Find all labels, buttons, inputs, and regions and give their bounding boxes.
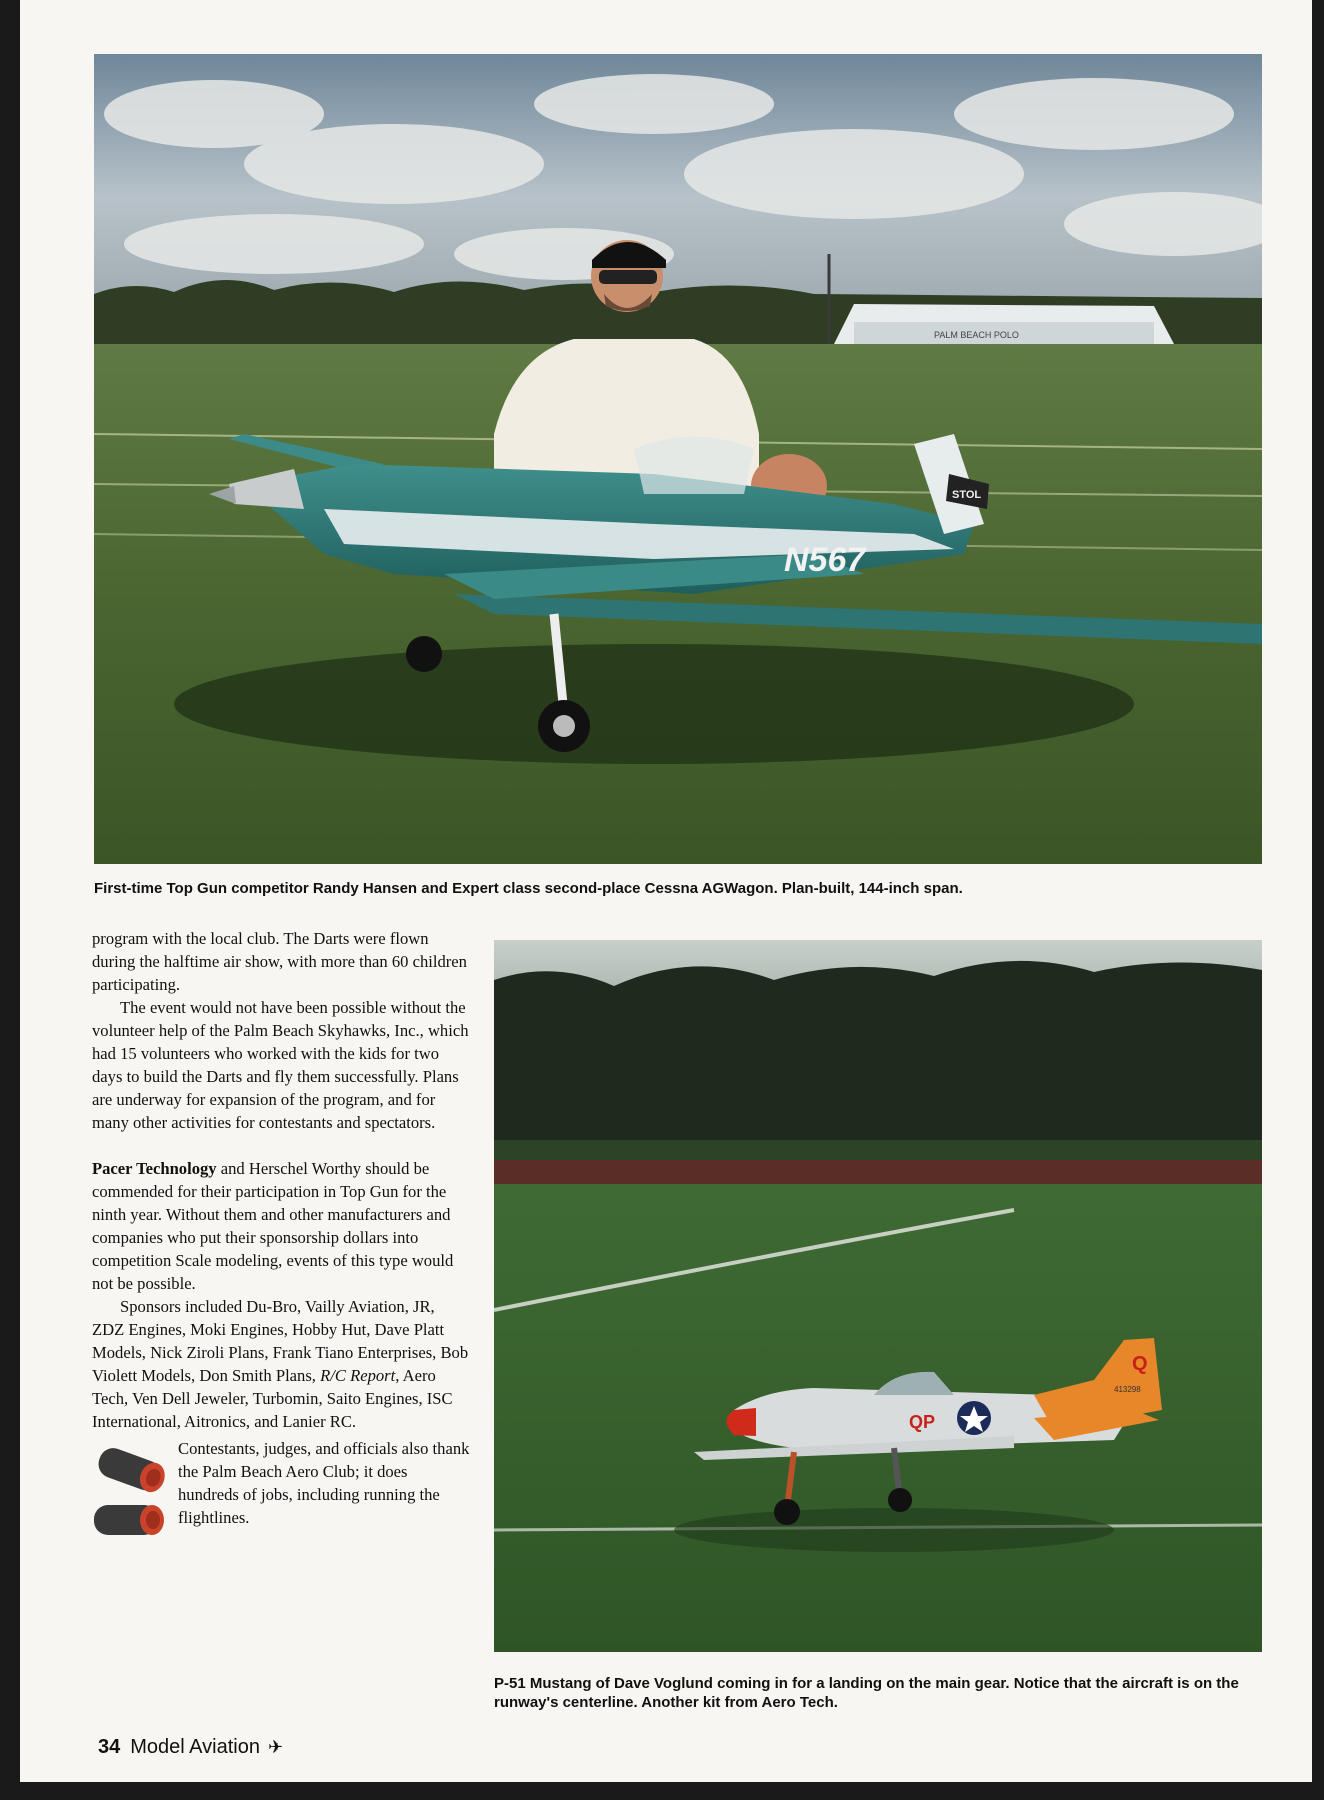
sponsors-rc-report: R/C Report bbox=[320, 1366, 396, 1385]
sponsors-text-a: Sponsors included Du-Bro, Vailly Aviation, JR, ZDZ Engines, Moki Engines, Hobby Hut, Dave Platt Models, Nick Ziroli Plans, Frank Tiano Enterprises, Bob Violett Models, Don Smith Plans, bbox=[92, 1297, 469, 1385]
pacer-text: and Herschel Worthy should be commended for their participation in Top Gun for the ninth year. Without them and other manufacturers and companies who put their sponsorship dollars into competition Scale modeling, events of this type would not be possible. bbox=[92, 1159, 454, 1293]
photo-p51-mustang bbox=[494, 940, 1262, 1652]
caption-cessna: First-time Top Gun competitor Randy Hansen and Expert class second-place Cessna AGWagon. Plan-built, 144-inch span. bbox=[94, 880, 963, 897]
paragraph-thanks: Contestants, judges, and officials also thank the Palm Beach Aero Club; it does hundreds of jobs, including running the flightlines. bbox=[178, 1439, 470, 1527]
paragraph-pacer bbox=[92, 1157, 470, 1295]
tail-serial: 413298 bbox=[1114, 1385, 1141, 1394]
article-column bbox=[92, 927, 470, 1529]
page-number: 34 bbox=[98, 1736, 121, 1758]
sponsors-text-b: , Aero Tech, Ven Dell Jeweler, Turbomin, Saito Engines, ISC International, Aitronics, and Lanier RC. bbox=[92, 1366, 453, 1431]
pacer-lead: Pacer Technology bbox=[92, 1159, 217, 1178]
magazine-page bbox=[20, 0, 1312, 1782]
paragraph-sponsors bbox=[92, 1295, 470, 1433]
page-folio bbox=[98, 1736, 283, 1759]
closing-paragraph bbox=[92, 1437, 470, 1529]
registration-mark: N567 bbox=[784, 541, 866, 579]
airplane-icon: ✈ bbox=[267, 1737, 284, 1757]
caption-mustang: P-51 Mustang of Dave Voglund coming in for a landing on the main gear. Notice that the aircraft is on the runway's centerline. Another kit from Aero Tech. bbox=[494, 1675, 1239, 1711]
magazine-name: Model Aviation bbox=[130, 1736, 260, 1758]
end-mark-icon bbox=[92, 1439, 172, 1547]
fuselage-code: QP bbox=[909, 1412, 936, 1432]
tent-sign: PALM BEACH POLO bbox=[934, 330, 1019, 340]
tail-badge: STOL bbox=[952, 489, 982, 501]
tail-code: Q bbox=[1132, 1353, 1148, 1375]
paragraph-darts: program with the local club. The Darts were flown during the halftime air show, with more than 60 children participating. bbox=[92, 929, 467, 994]
mustang-photo-illustration bbox=[494, 940, 1262, 1652]
photo-cessna-agwagon bbox=[94, 54, 1262, 864]
paragraph-volunteers: The event would not have been possible without the volunteer help of the Palm Beach Skyhawks, Inc., which had 15 volunteers who worked with the kids for two days to build the Darts and fly them successfully. Plans are underway for expansion of the program, and for many other activities for contestants and spectators. bbox=[92, 998, 469, 1132]
cessna-photo-illustration bbox=[94, 54, 1262, 864]
